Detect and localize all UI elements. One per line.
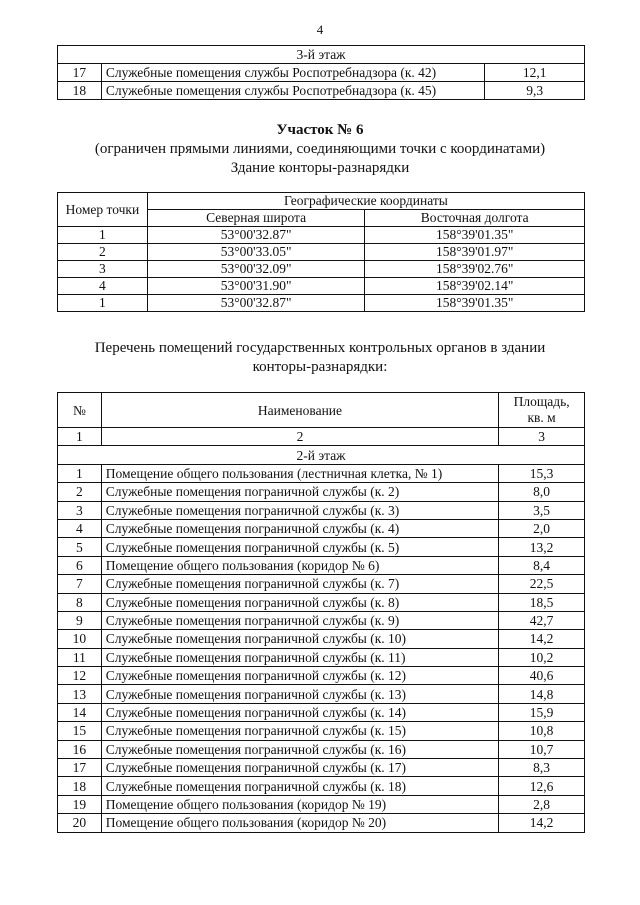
row-name: Служебные помещения пограничной службы (к. 5) xyxy=(101,538,498,556)
row-area: 40,6 xyxy=(499,667,585,685)
col-point-header: Номер точки xyxy=(58,193,148,227)
page-number: 4 xyxy=(316,22,324,37)
table-row xyxy=(58,630,585,648)
table-row xyxy=(58,538,585,556)
row-number: 15 xyxy=(58,722,102,740)
floor-row xyxy=(58,46,585,64)
longitude: 158°39'01.35" xyxy=(365,295,585,312)
list-title-line-2: конторы-разнарядки: xyxy=(252,359,388,375)
point-number: 1 xyxy=(58,295,148,312)
table-row xyxy=(58,722,585,740)
row-area: 8,3 xyxy=(499,759,585,777)
longitude: 158°39'01.35" xyxy=(365,227,585,244)
row-area: 15,9 xyxy=(499,703,585,721)
row-area: 42,7 xyxy=(499,611,585,629)
floor-row xyxy=(58,446,585,464)
row-name: Служебные помещения пограничной службы (к. 15) xyxy=(101,722,498,740)
col-number-header: № xyxy=(58,393,102,428)
table-row xyxy=(58,685,585,703)
col-area-header-line-2: кв. м xyxy=(527,410,556,425)
row-name: Помещение общего пользования (коридор № 6) xyxy=(101,556,498,574)
row-area: 22,5 xyxy=(499,575,585,593)
row-area: 15,3 xyxy=(499,464,585,482)
latitude: 53°00'32.87" xyxy=(147,295,365,312)
row-number: 3 xyxy=(58,501,102,519)
index-cell: 3 xyxy=(499,428,585,446)
table-row xyxy=(58,227,585,244)
row-name: Служебные помещения пограничной службы (к. 18) xyxy=(101,777,498,795)
longitude: 158°39'02.14" xyxy=(365,278,585,295)
table-row xyxy=(58,814,585,832)
col-area-header-line-1: Площадь, xyxy=(513,394,570,409)
row-number: 14 xyxy=(58,703,102,721)
table-row xyxy=(58,64,585,82)
table-row xyxy=(58,464,585,482)
table-row xyxy=(58,611,585,629)
list-title-line-1: Перечень помещений государственных контрольных органов в здании xyxy=(94,340,546,356)
row-name: Помещение общего пользования (коридор № 19) xyxy=(101,795,498,813)
row-name: Служебные помещения пограничной службы (к. 4) xyxy=(101,519,498,537)
row-area: 12,6 xyxy=(499,777,585,795)
table-row xyxy=(58,261,585,278)
row-name: Служебные помещения пограничной службы (к. 2) xyxy=(101,483,498,501)
building-name: Здание конторы-разнарядки xyxy=(230,160,410,176)
table-row xyxy=(58,667,585,685)
coordinates-table xyxy=(57,192,585,312)
table-row xyxy=(58,740,585,758)
row-name: Служебные помещения пограничной службы (к. 9) xyxy=(101,611,498,629)
index-row xyxy=(58,428,585,446)
floor-label: 3-й этаж xyxy=(58,46,585,64)
index-cell: 1 xyxy=(58,428,102,446)
floor-label: 2-й этаж xyxy=(58,446,585,464)
row-number: 16 xyxy=(58,740,102,758)
row-number: 5 xyxy=(58,538,102,556)
latitude: 53°00'33.05" xyxy=(147,244,365,261)
table-row xyxy=(58,759,585,777)
latitude: 53°00'31.90" xyxy=(147,278,365,295)
row-area: 13,2 xyxy=(499,538,585,556)
row-area: 14,2 xyxy=(499,630,585,648)
row-number: 8 xyxy=(58,593,102,611)
table-row xyxy=(58,703,585,721)
row-name: Служебные помещения пограничной службы (к. 7) xyxy=(101,575,498,593)
table-row xyxy=(58,519,585,537)
latitude: 53°00'32.09" xyxy=(147,261,365,278)
col-area-header xyxy=(499,393,585,428)
row-area: 14,2 xyxy=(499,814,585,832)
row-number: 19 xyxy=(58,795,102,813)
table-row xyxy=(58,795,585,813)
rooms-table-continued xyxy=(57,45,585,100)
row-area: 2,0 xyxy=(499,519,585,537)
row-name: Служебные помещения пограничной службы (к. 17) xyxy=(101,759,498,777)
row-number: 10 xyxy=(58,630,102,648)
row-name: Служебные помещения пограничной службы (к. 3) xyxy=(101,501,498,519)
index-cell: 2 xyxy=(101,428,498,446)
row-number: 4 xyxy=(58,519,102,537)
rooms-table xyxy=(57,392,585,833)
row-number: 20 xyxy=(58,814,102,832)
row-area: 2,8 xyxy=(499,795,585,813)
row-number: 17 xyxy=(58,64,102,82)
row-name: Служебные помещения службы Роспотребнадзора (к. 45) xyxy=(101,82,485,100)
row-name: Служебные помещения пограничной службы (к. 11) xyxy=(101,648,498,666)
section-title: Участок № 6 xyxy=(276,122,364,138)
longitude: 158°39'02.76" xyxy=(365,261,585,278)
row-name: Служебные помещения пограничной службы (к. 8) xyxy=(101,593,498,611)
table-row xyxy=(58,501,585,519)
header-row xyxy=(58,193,585,210)
row-number: 2 xyxy=(58,483,102,501)
row-number: 17 xyxy=(58,759,102,777)
col-geo-header: Географические координаты xyxy=(147,193,584,210)
row-name: Служебные помещения пограничной службы (к. 13) xyxy=(101,685,498,703)
row-area: 14,8 xyxy=(499,685,585,703)
row-area: 10,2 xyxy=(499,648,585,666)
row-area: 8,0 xyxy=(499,483,585,501)
row-name: Помещение общего пользования (лестничная клетка, № 1) xyxy=(101,464,498,482)
section-subtitle: (ограничен прямыми линиями, соединяющими точки с координатами) xyxy=(94,141,546,157)
row-area: 3,5 xyxy=(499,501,585,519)
table-row xyxy=(58,648,585,666)
table-row xyxy=(58,575,585,593)
row-name: Служебные помещения пограничной службы (к. 14) xyxy=(101,703,498,721)
row-number: 12 xyxy=(58,667,102,685)
point-number: 3 xyxy=(58,261,148,278)
col-name-header: Наименование xyxy=(101,393,498,428)
table-row xyxy=(58,278,585,295)
point-number: 4 xyxy=(58,278,148,295)
row-number: 13 xyxy=(58,685,102,703)
header-row xyxy=(58,393,585,428)
row-area: 10,7 xyxy=(499,740,585,758)
row-name: Служебные помещения пограничной службы (к. 10) xyxy=(101,630,498,648)
row-number: 6 xyxy=(58,556,102,574)
table-row xyxy=(58,82,585,100)
row-area: 12,1 xyxy=(485,64,585,82)
table-row xyxy=(58,244,585,261)
point-number: 1 xyxy=(58,227,148,244)
table-row xyxy=(58,483,585,501)
latitude: 53°00'32.87" xyxy=(147,227,365,244)
table-row xyxy=(58,593,585,611)
row-name: Помещение общего пользования (коридор № 20) xyxy=(101,814,498,832)
row-area: 8,4 xyxy=(499,556,585,574)
row-number: 11 xyxy=(58,648,102,666)
row-number: 18 xyxy=(58,82,102,100)
row-area: 10,8 xyxy=(499,722,585,740)
row-area: 18,5 xyxy=(499,593,585,611)
point-number: 2 xyxy=(58,244,148,261)
table-row xyxy=(58,777,585,795)
row-number: 18 xyxy=(58,777,102,795)
row-name: Служебные помещения службы Роспотребнадзора (к. 42) xyxy=(101,64,485,82)
col-lat-header: Северная широта xyxy=(147,210,365,227)
row-area: 9,3 xyxy=(485,82,585,100)
row-number: 1 xyxy=(58,464,102,482)
col-lon-header: Восточная долгота xyxy=(365,210,585,227)
row-number: 7 xyxy=(58,575,102,593)
row-name: Служебные помещения пограничной службы (к. 12) xyxy=(101,667,498,685)
table-row xyxy=(58,556,585,574)
table-row xyxy=(58,295,585,312)
row-name: Служебные помещения пограничной службы (к. 16) xyxy=(101,740,498,758)
row-number: 9 xyxy=(58,611,102,629)
rooms-body xyxy=(58,464,585,832)
longitude: 158°39'01.97" xyxy=(365,244,585,261)
